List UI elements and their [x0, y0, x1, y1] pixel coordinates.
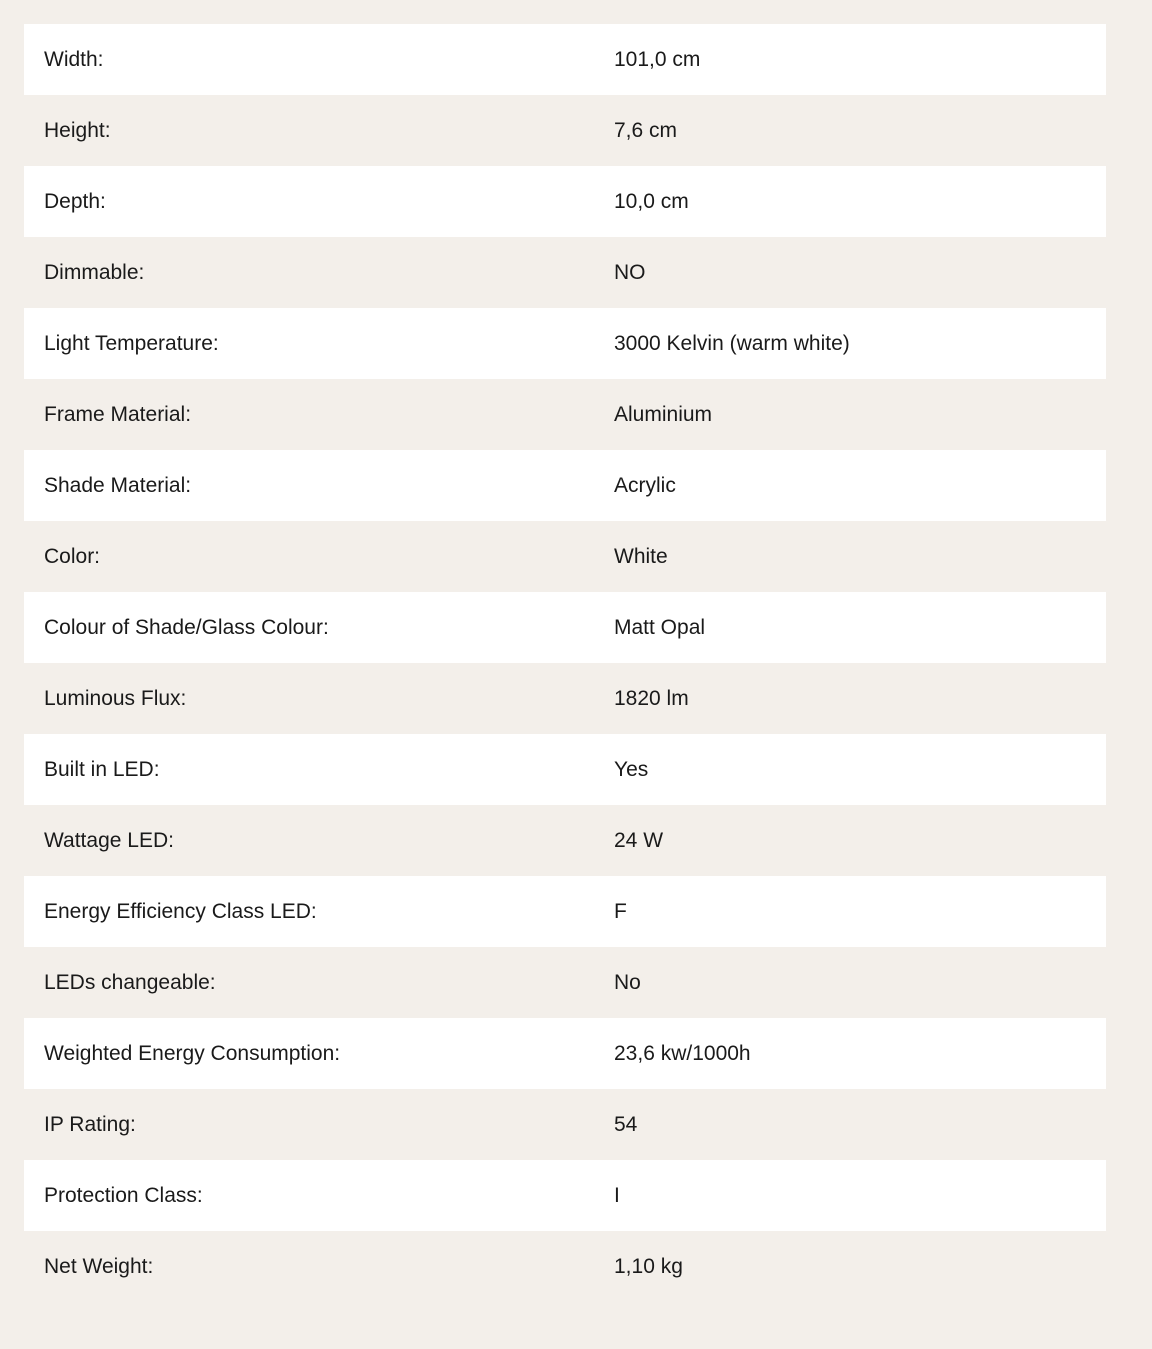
spec-value: NO: [614, 260, 646, 284]
spec-label: IP Rating:: [44, 1112, 136, 1136]
spec-label: Frame Material:: [44, 402, 192, 426]
spec-label: Energy Efficiency Class LED:: [44, 899, 317, 923]
spec-label: Net Weight:: [44, 1254, 154, 1278]
spec-row-frame-material: [24, 379, 1106, 450]
spec-label: LEDs changeable:: [44, 970, 216, 994]
spec-value: 1,10 kg: [614, 1254, 683, 1278]
spec-row-height: [24, 95, 1106, 166]
spec-value: No: [614, 970, 641, 994]
spec-value: 101,0 cm: [614, 47, 701, 71]
spec-value: Yes: [614, 757, 649, 781]
spec-value: Acrylic: [614, 473, 676, 497]
spec-label: Colour of Shade/Glass Colour:: [44, 615, 329, 639]
spec-value: 24 W: [614, 828, 664, 852]
spec-row-shade-colour: [24, 592, 1106, 663]
spec-row-net-weight: [24, 1231, 1106, 1302]
spec-value: 3000 Kelvin (warm white): [614, 331, 850, 355]
spec-row-energy-efficiency-class: [24, 876, 1106, 947]
spec-row-ip-rating: [24, 1089, 1106, 1160]
spec-row-dimmable: [24, 237, 1106, 308]
spec-value: Aluminium: [614, 402, 713, 426]
spec-value: 7,6 cm: [614, 118, 678, 142]
spec-label: Height:: [44, 118, 111, 142]
spec-row-width: [24, 24, 1106, 95]
spec-row-weighted-energy-consumption: [24, 1018, 1106, 1089]
spec-row-wattage-led: [24, 805, 1106, 876]
spec-label: Luminous Flux:: [44, 686, 187, 710]
spec-row-light-temperature: [24, 308, 1106, 379]
spec-value: Matt Opal: [614, 615, 706, 639]
spec-value: 23,6 kw/1000h: [614, 1041, 751, 1065]
spec-row-built-in-led: [24, 734, 1106, 805]
spec-label: Dimmable:: [44, 260, 145, 284]
spec-value: I: [614, 1183, 620, 1207]
spec-label: Color:: [44, 544, 101, 568]
spec-label: Weighted Energy Consumption:: [44, 1041, 341, 1065]
spec-value: 10,0 cm: [614, 189, 689, 213]
spec-value: 54: [614, 1112, 638, 1136]
spec-label: Depth:: [44, 189, 106, 213]
spec-label: Built in LED:: [44, 757, 160, 781]
spec-row-shade-material: [24, 450, 1106, 521]
spec-value: 1820 lm: [614, 686, 689, 710]
spec-label: Wattage LED:: [44, 828, 174, 852]
spec-row-depth: [24, 166, 1106, 237]
spec-row-leds-changeable: [24, 947, 1106, 1018]
spec-value: White: [614, 544, 668, 568]
spec-row-luminous-flux: [24, 663, 1106, 734]
spec-table: [24, 24, 1106, 1302]
spec-row-protection-class: [24, 1160, 1106, 1231]
spec-row-color: [24, 521, 1106, 592]
spec-label: Protection Class:: [44, 1183, 203, 1207]
spec-label: Light Temperature:: [44, 331, 219, 355]
spec-value: F: [614, 899, 627, 923]
spec-label: Width:: [44, 47, 104, 71]
spec-label: Shade Material:: [44, 473, 192, 497]
